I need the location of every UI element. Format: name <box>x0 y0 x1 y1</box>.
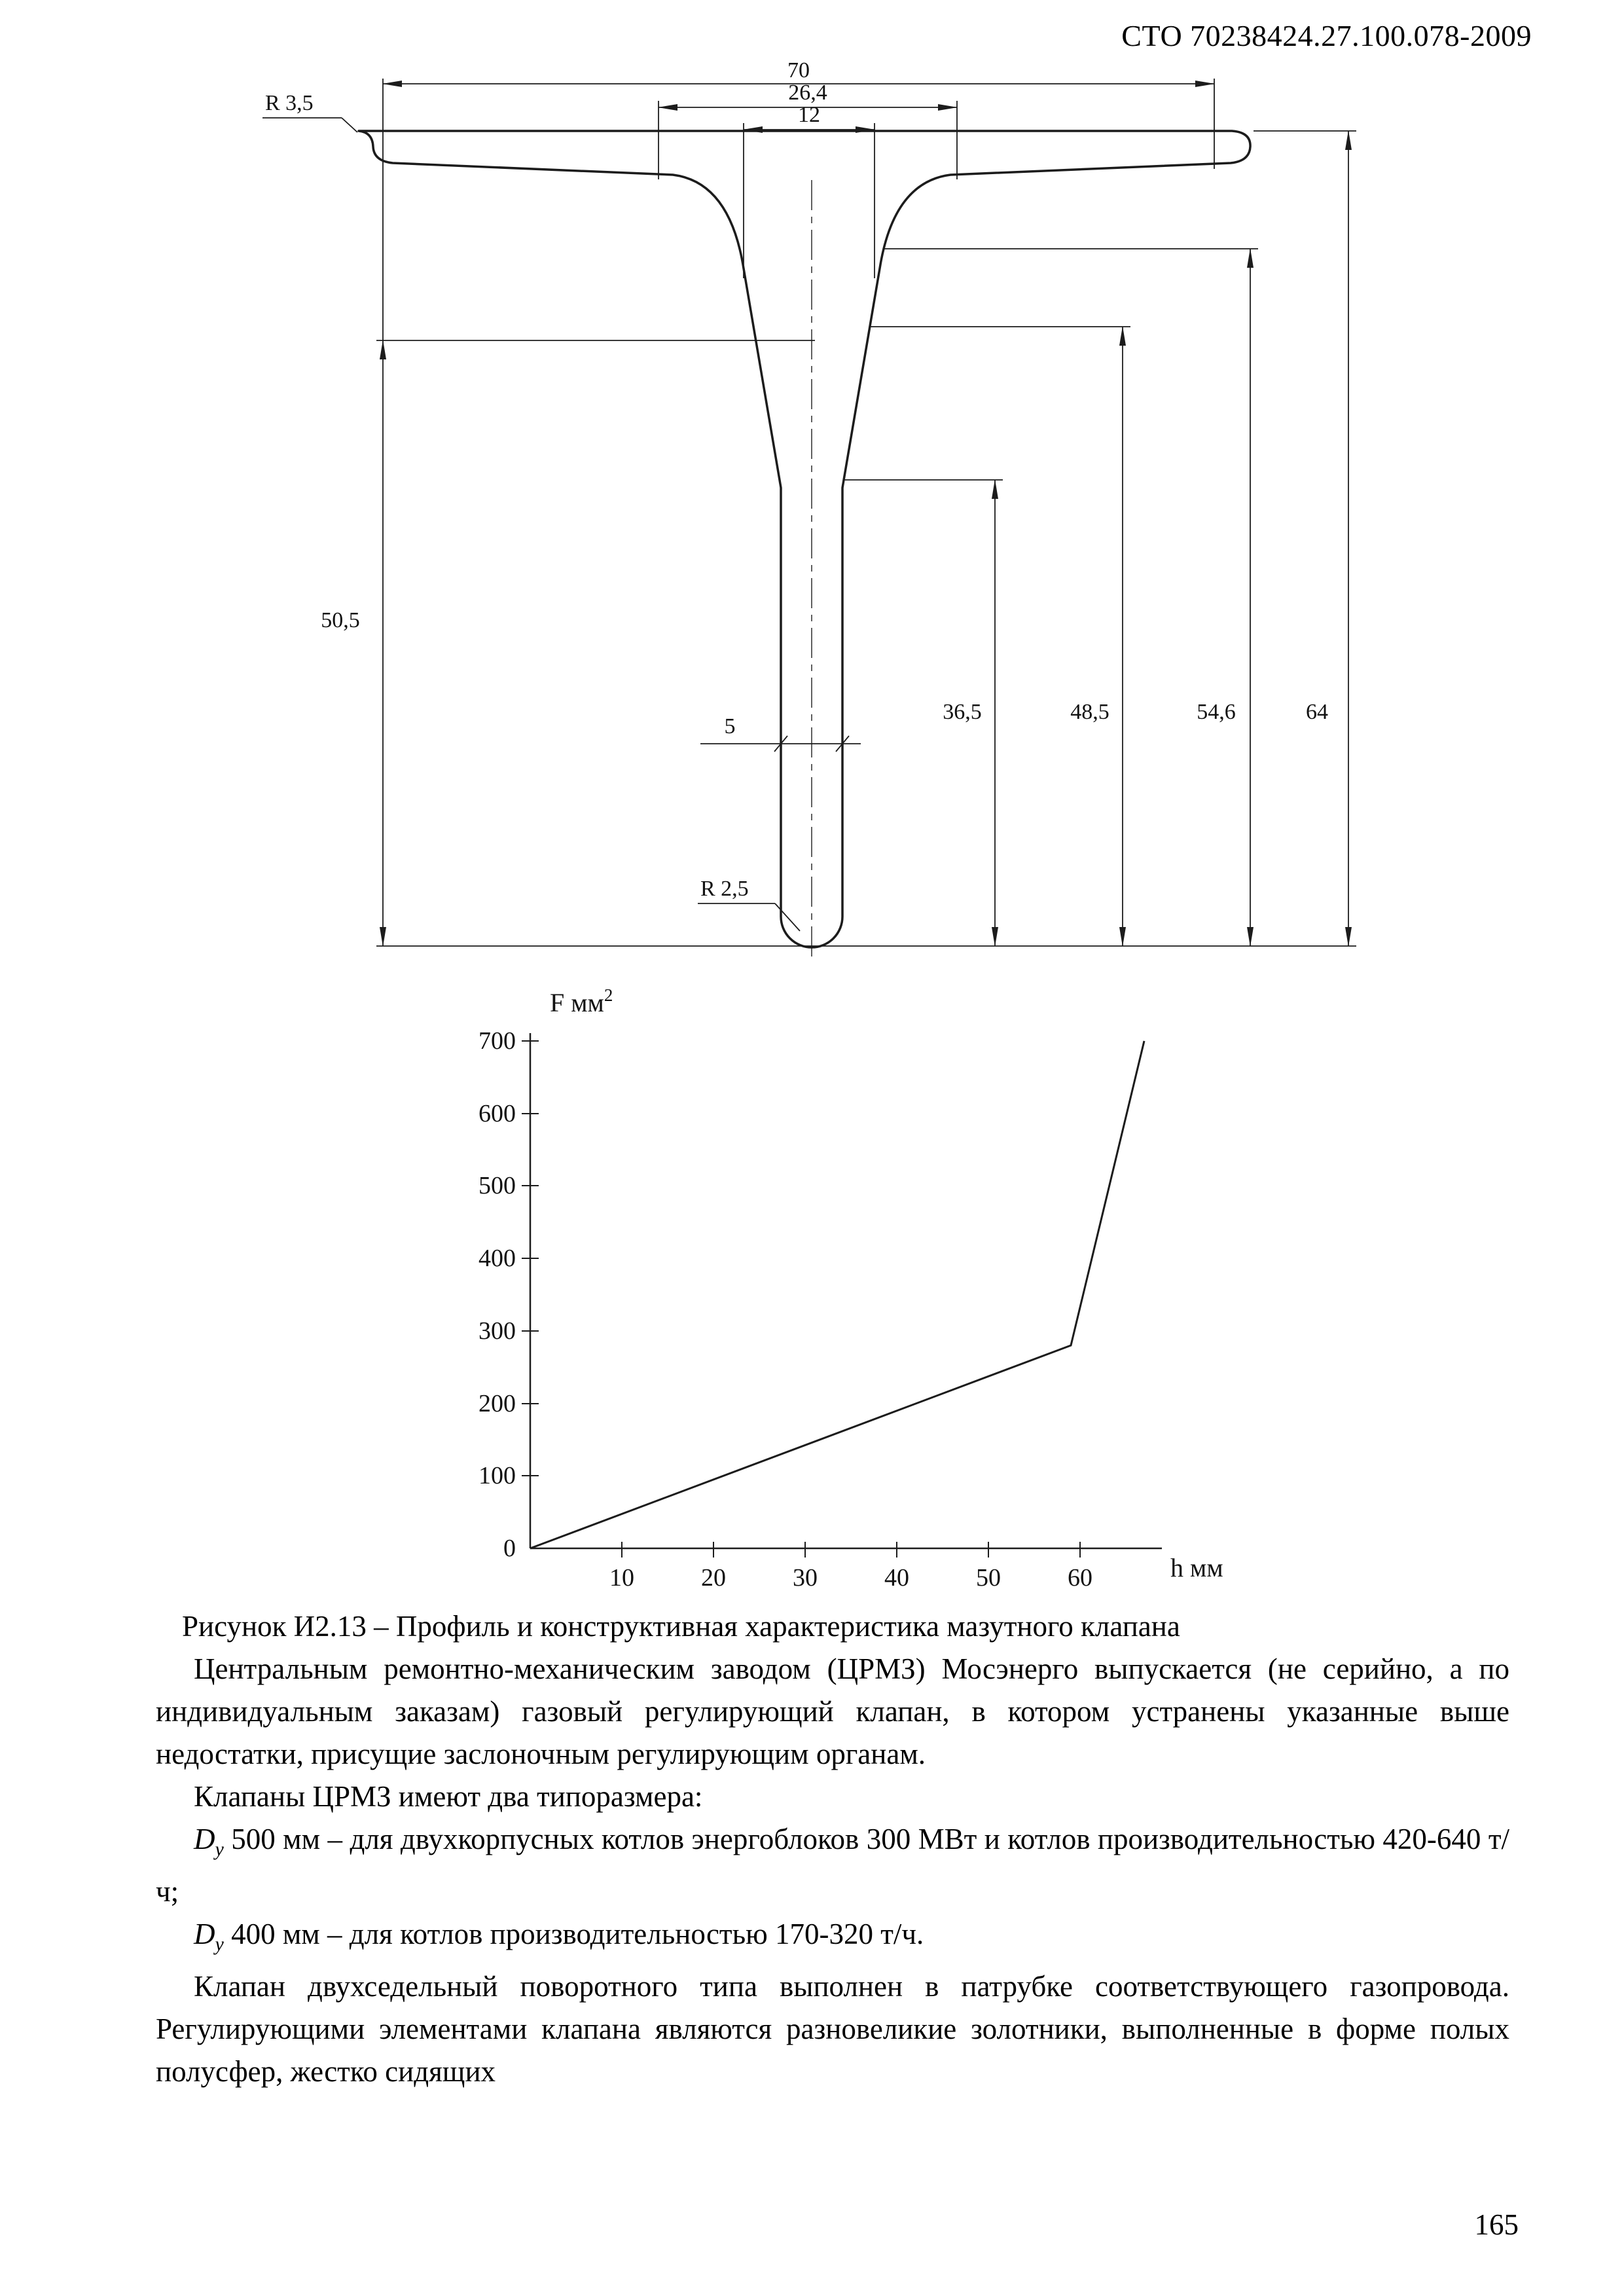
paragraph-2: Клапаны ЦРМЗ имеют два типоразмера: <box>194 1780 703 1813</box>
x-tick-10: 10 <box>609 1564 634 1592</box>
paragraph-3-text: 500 мм – для двухкорпусных котлов энергоблоков 300 МВт и котлов производительностью 420-640 т/ч; <box>156 1823 1509 1908</box>
page-number: 165 <box>1474 2208 1519 2241</box>
dim-label-64: 64 <box>1306 700 1328 724</box>
dim-label-36-5: 36,5 <box>943 700 982 724</box>
dim-label-54-6: 54,6 <box>1197 700 1236 724</box>
dim-label-r3-5: R 3,5 <box>265 91 314 115</box>
dim-label-5: 5 <box>724 714 736 738</box>
paragraph-5: Клапан двухседельный поворотного типа выполнен в патрубке соответствующего газопровода. Регулирующими элементами клапана являются разновеликие золотники, выполненные в форме полых полусфер, жестко сидящих <box>156 1970 1509 2088</box>
x-tick-50: 50 <box>976 1564 1001 1592</box>
flow-area-chart <box>458 982 1244 1604</box>
dim-label-r2-5: R 2,5 <box>700 877 749 901</box>
y-tick-400: 400 <box>478 1245 516 1272</box>
y-tick-300: 300 <box>478 1317 516 1345</box>
dim-label-50-5: 50,5 <box>321 608 360 632</box>
paragraph-1: Центральным ремонтно-механическим заводом (ЦРМЗ) Мосэнерго выпускается (не серийно, а по индивидуальным заказам) газовый регулирующий клапан, в котором устранены указанные выше недостатки, присущие заслоночным регулирующим органам. <box>156 1652 1509 1770</box>
dim-label-48-5: 48,5 <box>1070 700 1110 724</box>
x-tick-60: 60 <box>1068 1564 1092 1592</box>
x-tick-20: 20 <box>701 1564 726 1592</box>
x-tick-marks <box>622 1542 1080 1558</box>
y-tick-100: 100 <box>478 1462 516 1489</box>
dimension-lines <box>383 84 1348 946</box>
dy-symbol: $D_у$ <box>194 1918 224 1955</box>
y-tick-0: 0 <box>503 1535 516 1562</box>
paragraph-4 <box>156 1913 1509 1965</box>
y-axis-title: F $мм^2$ <box>550 985 613 1017</box>
paragraph-4-text: 400 мм – для котлов производительностью 170-320 т/ч. <box>223 1918 924 1950</box>
extension-lines <box>376 79 1356 946</box>
y-tick-600: 600 <box>478 1100 516 1127</box>
flow-area-curve <box>530 1041 1144 1548</box>
y-tick-200: 200 <box>478 1390 516 1417</box>
radius-leaders <box>262 118 800 931</box>
figure-caption: Рисунок И2.13 – Профиль и конструктивная характеристика мазутного клапана <box>182 1610 1180 1643</box>
dy-symbol: $D_у$ <box>194 1823 224 1860</box>
y-tick-700: 700 <box>478 1027 516 1055</box>
dim-label-26-4: 26,4 <box>788 81 827 105</box>
dim-label-12: 12 <box>798 103 820 127</box>
document-number: СТО 70238424.27.100.078-2009 <box>1121 19 1532 52</box>
valve-profile-outline <box>359 131 1250 947</box>
x-tick-30: 30 <box>793 1564 818 1592</box>
body-text <box>156 1605 1509 2093</box>
dim-label-70: 70 <box>787 59 810 82</box>
paragraph-3 <box>156 1818 1509 1913</box>
x-axis-title: h мм <box>1170 1553 1223 1582</box>
x-tick-40: 40 <box>884 1564 909 1592</box>
valve-profile-drawing <box>242 59 1388 962</box>
y-tick-500: 500 <box>478 1172 516 1199</box>
